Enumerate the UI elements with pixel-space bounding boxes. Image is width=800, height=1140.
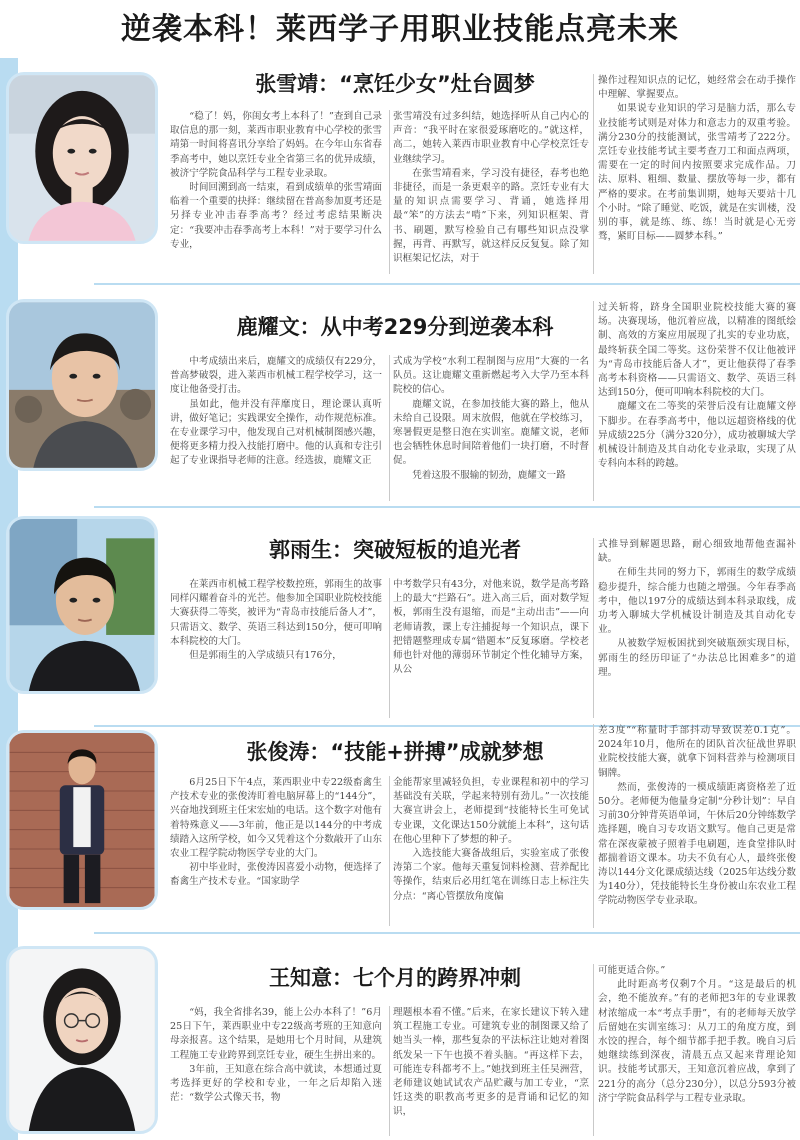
portrait-photo [6, 946, 158, 1134]
paragraph: “稳了！妈，你闺女考上本科了！”查到自己录取信息的那一刻，莱西市职业教育中心学校的张雪靖第一时间将喜讯分享给了妈妈。在今年山东省春季高考中，她以烹饪专业全省第三名的优异成绩，被济宁学院食品科学与工程专业录取。 [170, 111, 382, 179]
column-divider [593, 74, 594, 274]
article-column-3 [598, 724, 796, 930]
paragraph: 中考数学只有43分，对他来说，数学是高考路上的最大“拦路石”。进入高三后，面对数学短板，郭雨生没有退缩，而是“主动出击”——向老师请教，课上专注捕捉每一个知识点，课下把错题整理成专属“错题本”反复琢磨。学校老师也针对他的薄弱环节制定个性化辅导方案，从公 [393, 579, 589, 676]
paragraph: 鹿耀文在二等奖的荣誉后没有让鹿耀文停下脚步。在春季高考中，他以远超资格线的优异成绩225分（满分320分），成功被聊城大学机械设计制造及其自动化专业录取，实现了从专科向本科的跨越。 [598, 401, 796, 470]
column-divider [389, 110, 390, 274]
paragraph: 可能更适合你。” [598, 965, 666, 976]
paragraph: 此时距高考仅剩7个月。“这是最后的机会，绝不能放弃。”有的老师把3年的专业课教材浓缩成一本“考点手册”，有的老师每天放学后留她在实训室练习：从刀工的角度方度，到水饺的捏合，每个细节都手把手教。晚自习后她继续练到深夜，清晨五点又起来背理论知识。技能考试那天，王知意沉着应战，拿到了221分的高分（总分230分），以总分593分被济宁学院食品科学与工程专业录取。 [598, 979, 796, 1104]
column-divider [593, 538, 594, 718]
column-divider [389, 776, 390, 926]
section-title: 王知意：七个月的跨界冲刺 [269, 966, 521, 990]
article-column-2 [393, 110, 589, 278]
column-divider [593, 964, 594, 1136]
portrait-boy-image [9, 733, 155, 907]
section-title: 鹿耀文：从中考229分到逆袭本科 [236, 315, 554, 339]
portrait-photo [6, 730, 158, 910]
paragraph: 理题根本看不懂。”后来，在家长建议下转入建筑工程施工专业。可建筑专业的制图课又给了她当头一棒，那些复杂的平法标注让她对着图纸发呆一下午也摸不着头脑。“再这样下去，可能连专科都考不上。”她找到班主任吴洲营，老师建议她试试农产品贮藏与加工专业，“烹饪这类的职教高考更多的是背诵和记忆的知识， [393, 1007, 589, 1118]
paragraph: 中考成绩出来后，鹿耀文的成绩仅有229分，普高梦破裂，进入莱西市机械工程学校学习，这一度让他备受打击。 [170, 356, 382, 396]
article-section-guo-yusheng [0, 508, 800, 724]
column-divider [389, 1006, 390, 1136]
section-title: 张雪靖：“烹饪少女”灶台圆梦 [255, 72, 535, 96]
paragraph: 操作过程知识点的记忆，她经常会在动手操作中理解、掌握要点。 [598, 75, 796, 101]
paragraph: “妈，我全省排名39，能上公办本科了！”6月25日下午，莱西职业中专22级高考班的王知意向母亲报喜。这个结果，是她用七个月时间，从建筑工程施工专业跨界到烹饪专业，硬生生拼出来的。 [170, 1007, 382, 1061]
portrait-photo [6, 72, 158, 244]
paragraph: 从被数学短板困扰到突破瓶颈实现目标，郭雨生的经历印证了“办法总比困难多”的道理。 [598, 638, 796, 678]
article-column-3 [598, 301, 796, 505]
column-divider [389, 355, 390, 501]
article-section-zhang-juntao [0, 724, 800, 940]
portrait-boy-image [9, 519, 155, 691]
paragraph: 在张雪靖看来，学习没有捷径，春考也绝非捷径，而是一条更艰辛的路。烹饪专业有大量的知识点需要学习、背诵，她选择用最“笨”的方法去“啃”下来，列知识框架、背书、刷题，默写检验自己有哪些知识点没掌握，再背、再默写，就这样反反复复。除了知识框架记忆法，对于 [393, 167, 589, 265]
article-column-3 [598, 538, 796, 718]
paragraph: 在师生共同的努力下，郭雨生的数学成绩稳步提升，综合能力也随之增强。今年春季高考中，他以197分的成绩达到本科录取线，成功考入聊城大学机械设计制造及其自动化专业。 [598, 567, 796, 636]
paragraph: 3年前，王知意在综合高中就读，本想通过夏考选择更好的学校和专业，一年之后却陷入迷茫：“数学公式像天书，物 [170, 1063, 382, 1104]
paragraph: 6月25日下午4点，莱西职业中专22级畜禽生产技术专业的张俊涛盯着电脑屏幕上的“144分”，兴奋地找到班主任宋宏灿的电话。这个数字对他有着特殊意义——3年前，他正是以144分的中考成绩踏入这所学校，如今又凭着这个分数敲开了山东农业工程学院动物医学专业的大门。 [170, 777, 382, 860]
column-divider [389, 578, 390, 718]
paragraph: 时间回溯到高一结束，看到成绩单的张雪靖面临着一个重要的抉择：继续留在普高参加夏考还是另择专业冲击春季高考？经过考虑结果断决定：“我要冲击春季高考上本科！”对于要学习什么专业， [170, 182, 382, 250]
paragraph: 金能帮家里减轻负担，专业课程和初中的学习基础没有关联，学起来特别有劲儿。”一次技能大赛宣讲会上，老师提到“技能特长生可免试专业课，文化课达150分就能上本科”，这句话在他心里种下了梦想的种子。 [393, 777, 589, 845]
paragraph: 张雪靖没有过多纠结，她选择听从自己内心的声音：“我平时在家很爱琢磨吃的。”就这样，高二，她转入莱西市职业教育中心学校烹饪专业继续学习。 [393, 111, 589, 165]
section-title: 郭雨生：突破短板的追光者 [269, 538, 521, 562]
article-section-wang-zhiyi [0, 940, 800, 1140]
article-column-2 [393, 578, 589, 718]
column-divider [593, 724, 594, 928]
paragraph: 但是郭雨生的入学成绩只有176分， [189, 650, 342, 662]
portrait-photo [6, 516, 158, 694]
paragraph: 式推导到解题思路，耐心细致地帮他查漏补缺。 [598, 539, 796, 565]
article-column-2 [393, 355, 589, 505]
portrait-boy-image [9, 302, 155, 468]
paragraph: 式成为学校“水利工程制图与应用”大赛的一名队员。这让鹿耀文重新燃起考入大学乃至本科院校的信心。 [393, 356, 589, 396]
article-column-1 [170, 355, 382, 505]
paragraph: 然而，张俊涛的一模成绩距离资格差了近50分。老师便为他量身定制“分秒计划”：早自习前30分钟背英语单词，午休后20分钟练数学选择题，晚自习专攻语文默写。他自己更是常常在深夜蒙被子照着手电刷题，连食堂排队时都揣着语文课本。功夫不负有心人，最终张俊涛以144分文化课成绩达线（2025年达线分数为140分），凭技能特长生身份被山东农业工程学院动物医学专业录取。 [598, 781, 796, 907]
article-column-2 [393, 776, 589, 928]
portrait-girl-image [9, 949, 155, 1131]
paragraph: 入选技能大赛备战组后，实验室成了张俊涛第二个家。他每天重复饲料检测、营养配比等操作，结束后必用红笔在训练日志上标注失分点：“离心管摆放角度偏 [393, 848, 589, 902]
section-divider-line [94, 932, 800, 934]
article-column-3 [598, 964, 796, 1138]
paragraph: 过关斩将，跻身全国职业院校技能大赛的赛场。决赛现场，他沉着应战，以精准的图纸绘制、高效的方案应用展现了扎实的专业功底，最终斩获全国二等奖。这份荣誉不仅让他被评为“青岛市技能后备人才”，更让他获得了春季高考本科资格——只需语文、数学、英语三科达到150分，便可叩响本科院校的大门。 [598, 302, 796, 399]
paragraph: 差3度”“称量时手部抖动导致误差0.1克”。2024年10月，他所在的团队首次征战世界职业院校技能大赛，就拿下饲料营养与检测项目铜牌。 [598, 725, 796, 779]
section-title: 张俊涛：“技能+拼搏”成就梦想 [246, 740, 544, 764]
header-bar [0, 0, 800, 52]
article-column-2 [393, 1006, 589, 1136]
paragraph: 凭着这股不服输的韧劲，鹿耀文一路 [412, 469, 566, 481]
portrait-photo [6, 299, 158, 471]
column-divider [593, 301, 594, 501]
paragraph: 初中毕业时，张俊涛因喜爱小动物，便选择了畜禽生产技术专业。“国家助学 [170, 862, 382, 888]
paragraph: 如果说专业知识的学习是脑力活，那么专业技能考试则是对体力和意志力的双重考验。满分230分的技能测试，张雪靖考了222分。烹饪专业技能考试主要考查刀工和面点两项，需要在一定的时间内按照要求完成作品。刀法、原料、粗细、数量、摆放等每一步，都有严格的要求。在考前集训期，她每天要站十几个小时。“除了睡觉、吃饭，就是在实训楼，没别的事，就是练、练、练！当时就是心无旁骛，紧盯目标——圆梦本科。” [598, 103, 796, 243]
article-column-1 [170, 776, 382, 928]
article-column-1 [170, 110, 382, 278]
paragraph: 虽如此，他并没有萍靡度日，理论课认真听讲，做好笔记；实践课安全操作，动作规范标准。在专业课学习中，他发现自己对机械制图感兴趣，便将更多精力投入技能打磨中。他的认真和专注引起了专业课指导老师的注意。经选拔，鹿耀文正 [170, 398, 382, 467]
article-section-lu-yaowen [0, 285, 800, 501]
page-title: 逆袭本科！莱西学子用职业技能点亮未来 [121, 12, 679, 47]
article-column-3 [598, 74, 796, 278]
article-column-1 [170, 578, 382, 718]
article-section-zhang-xuejing [0, 58, 800, 278]
paragraph: 鹿耀文说，在参加技能大赛的路上，他从未给自己设限。周末放假，他就在学校练习，寒暑假更是整日泡在实训室。鹿耀文说，老师也会牺牲休息时间陪着他们一块打磨，不时督促。 [393, 398, 589, 467]
article-column-1 [170, 1006, 382, 1136]
paragraph: 在莱西市机械工程学校数控班，郭雨生的故事同样闪耀着奋斗的光芒。他参加全国职业院校技能大赛获得二等奖，被评为“青岛市技能后备人才”，只需语文、数学、英语三科达到150分，便可叩响本科院校的大门。 [170, 579, 382, 647]
portrait-girl-image [9, 75, 155, 241]
